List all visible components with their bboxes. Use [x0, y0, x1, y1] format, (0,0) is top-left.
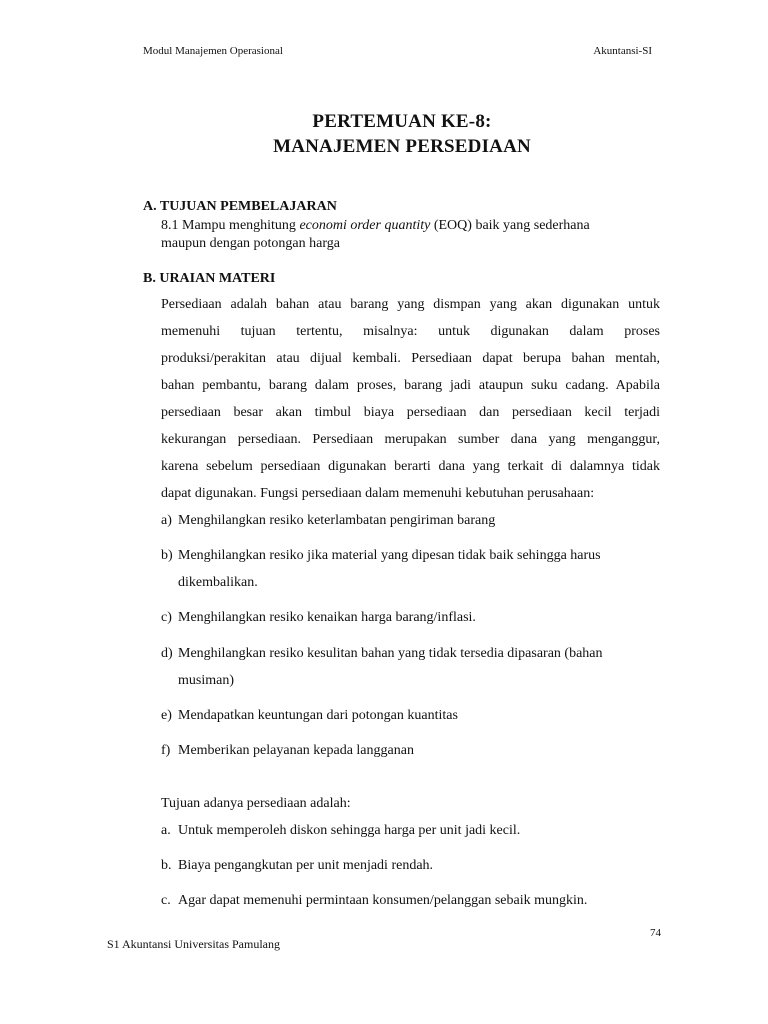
list-item — [161, 646, 603, 662]
objective-text: 8.1 Mampu menghitung — [161, 218, 300, 233]
list-text-continued: dikembalikan. — [178, 575, 258, 590]
list-text: Untuk memperoleh diskon sehingga harga per unit jadi kecil. — [178, 823, 521, 838]
list-text: Biaya pengangkutan per unit menjadi rendah. — [178, 858, 434, 873]
purpose-intro: Tujuan adanya persediaan adalah: — [161, 796, 351, 811]
paragraph-line: Persediaan adalah bahan atau barang yang dismpan yang akan digunakan untuk — [161, 297, 660, 312]
objective-term: economi order quantity — [299, 218, 431, 233]
list-marker: f) — [161, 743, 171, 758]
list-text: Agar dapat memenuhi permintaan konsumen/pelanggan sebaik mungkin. — [178, 893, 588, 908]
list-item — [161, 548, 601, 564]
list-marker: b) — [161, 548, 173, 563]
paragraph-line: persediaan besar akan timbul biaya persediaan dan persediaan kecil terjadi — [161, 405, 660, 420]
list-text: Menghilangkan resiko keterlambatan pengiriman barang — [178, 513, 496, 528]
paragraph-line: kekurangan persediaan. Persediaan merupakan sumber dana yang menganggur, — [161, 432, 660, 447]
page-number: 74 — [650, 927, 661, 939]
section-a-heading: A. TUJUAN PEMBELAJARAN — [143, 199, 337, 214]
learning-objective — [161, 218, 590, 234]
list-item — [161, 858, 433, 874]
list-item — [161, 893, 587, 909]
list-text: Menghilangkan resiko jika material yang dipesan tidak baik sehingga harus — [178, 548, 601, 563]
list-marker: a. — [161, 823, 171, 838]
running-footer: S1 Akuntansi Universitas Pamulang — [107, 937, 280, 951]
list-item — [161, 513, 495, 529]
list-text: Mendapatkan keuntungan dari potongan kuantitas — [178, 708, 458, 723]
paragraph-line: bahan pembantu, barang dalam proses, barang jadi ataupun suku cadang. Apabila — [161, 378, 660, 393]
list-text-continued: musiman) — [178, 673, 234, 688]
list-item — [161, 823, 520, 839]
list-marker: c) — [161, 610, 172, 625]
running-header-left: Modul Manajemen Operasional — [143, 45, 283, 57]
list-marker: c. — [161, 893, 171, 908]
paragraph-line: dapat digunakan. Fungsi persediaan dalam memenuhi kebutuhan perusahaan: — [161, 486, 595, 501]
paragraph-line: produksi/perakitan atau dijual kembali. Persediaan dapat berupa bahan mentah, — [161, 351, 660, 366]
section-b-heading: B. URAIAN MATERI — [143, 271, 276, 286]
chapter-title: PERTEMUAN KE-8: — [312, 111, 492, 132]
chapter-subtitle: MANAJEMEN PERSEDIAAN — [273, 136, 531, 157]
paragraph-line: karena sebelum persediaan digunakan berarti dana yang terkait di dalamnya tidak — [161, 459, 660, 474]
list-item — [161, 708, 458, 724]
list-item — [161, 743, 414, 759]
learning-objective-line2: maupun dengan potongan harga — [161, 236, 340, 251]
list-text: Menghilangkan resiko kenaikan harga barang/inflasi. — [178, 610, 476, 625]
list-marker: d) — [161, 646, 173, 661]
list-marker: a) — [161, 513, 172, 528]
list-text: Menghilangkan resiko kesulitan bahan yang tidak tersedia dipasaran (bahan — [178, 646, 603, 661]
paragraph-line: memenuhi tujuan tertentu, misalnya: untuk digunakan dalam proses — [161, 324, 660, 339]
list-marker: b. — [161, 858, 172, 873]
running-header-right: Akuntansi-SI — [593, 45, 652, 57]
list-item — [161, 610, 476, 626]
list-marker: e) — [161, 708, 172, 723]
list-text: Memberikan pelayanan kepada langganan — [178, 743, 414, 758]
objective-text-end: (EOQ) baik yang sederhana — [430, 218, 590, 233]
